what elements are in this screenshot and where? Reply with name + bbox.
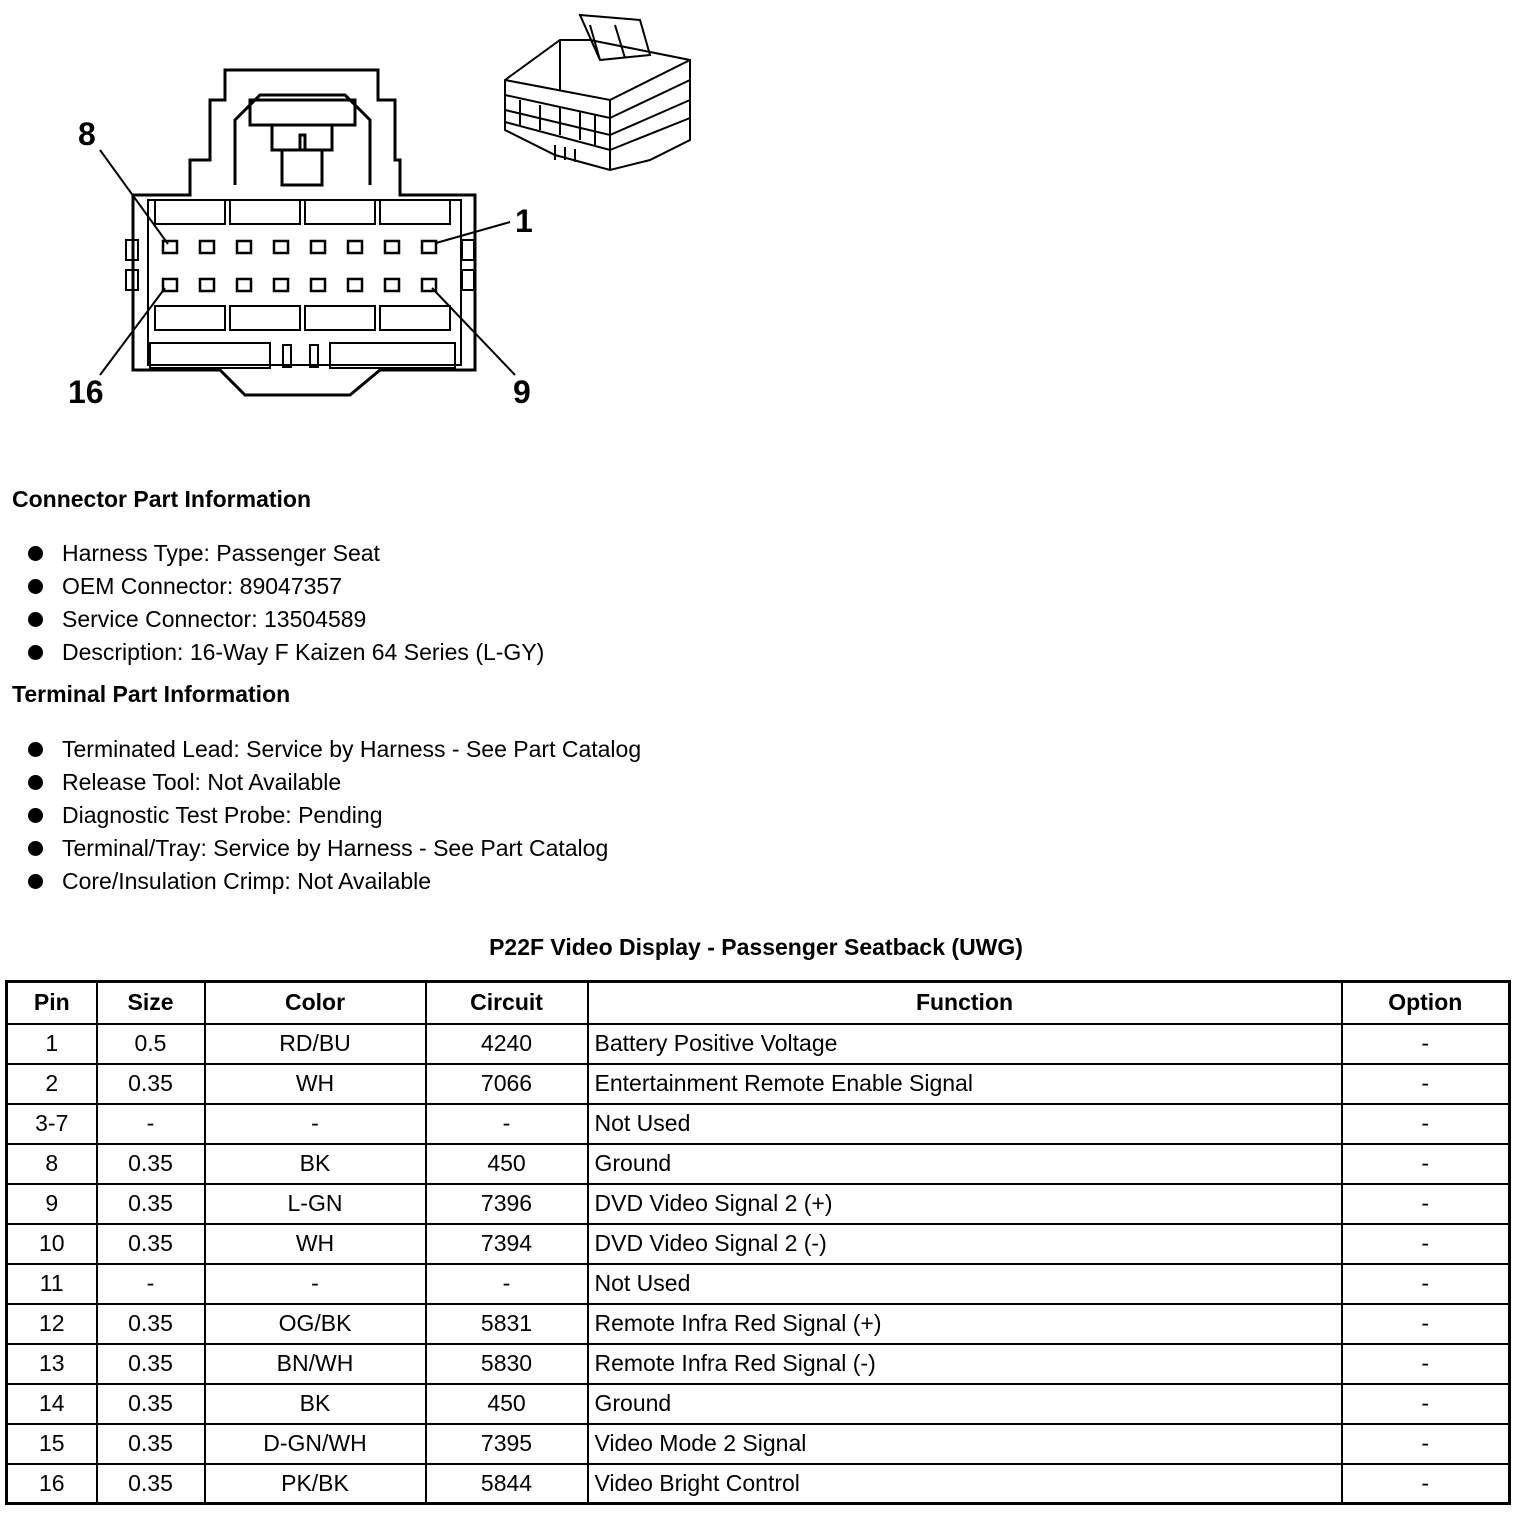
list-item: OEM Connector: 89047357 bbox=[28, 570, 544, 603]
cell-function: Ground bbox=[588, 1144, 1342, 1184]
cell-pin: 9 bbox=[7, 1184, 97, 1224]
cell-size: - bbox=[97, 1104, 205, 1144]
cell-size: 0.5 bbox=[97, 1024, 205, 1064]
table-row bbox=[7, 1224, 1510, 1264]
cell-pin: 16 bbox=[7, 1464, 97, 1504]
cell-function: Video Bright Control bbox=[588, 1464, 1342, 1504]
cell-size: 0.35 bbox=[97, 1464, 205, 1504]
cell-function: Entertainment Remote Enable Signal bbox=[588, 1064, 1342, 1104]
cell-color: RD/BU bbox=[205, 1024, 426, 1064]
cell-size: - bbox=[97, 1264, 205, 1304]
cell-circuit: - bbox=[426, 1264, 588, 1304]
table-row bbox=[7, 1264, 1510, 1304]
cell-size: 0.35 bbox=[97, 1064, 205, 1104]
cell-size: 0.35 bbox=[97, 1344, 205, 1384]
bullet-icon bbox=[28, 579, 43, 594]
cell-size: 0.35 bbox=[97, 1384, 205, 1424]
cell-pin: 14 bbox=[7, 1384, 97, 1424]
cell-size: 0.35 bbox=[97, 1304, 205, 1344]
cell-circuit: - bbox=[426, 1104, 588, 1144]
cell-circuit: 7394 bbox=[426, 1224, 588, 1264]
bullet-icon bbox=[28, 874, 43, 889]
cell-size: 0.35 bbox=[97, 1144, 205, 1184]
cell-circuit: 7066 bbox=[426, 1064, 588, 1104]
table-row bbox=[7, 1184, 1510, 1224]
pin-label-9: 9 bbox=[513, 374, 531, 410]
cell-function: Remote Infra Red Signal (-) bbox=[588, 1344, 1342, 1384]
table-row bbox=[7, 1464, 1510, 1504]
connector-info-list bbox=[28, 537, 544, 669]
bullet-icon bbox=[28, 612, 43, 627]
cell-color: BK bbox=[205, 1384, 426, 1424]
list-item: Terminated Lead: Service by Harness - See Part Catalog bbox=[28, 733, 641, 766]
bullet-icon bbox=[28, 808, 43, 823]
cell-function: Video Mode 2 Signal bbox=[588, 1424, 1342, 1464]
terminal-info-list bbox=[28, 733, 641, 898]
cell-option: - bbox=[1342, 1104, 1510, 1144]
cell-function: Ground bbox=[588, 1384, 1342, 1424]
list-item: Release Tool: Not Available bbox=[28, 766, 641, 799]
header-size: Size bbox=[97, 982, 205, 1024]
table-header-row bbox=[7, 982, 1510, 1024]
table-row bbox=[7, 1064, 1510, 1104]
cell-pin: 1 bbox=[7, 1024, 97, 1064]
table-row bbox=[7, 1104, 1510, 1144]
cell-size: 0.35 bbox=[97, 1424, 205, 1464]
connector-face-drawing bbox=[126, 70, 475, 395]
cell-option: - bbox=[1342, 1264, 1510, 1304]
table-row bbox=[7, 1384, 1510, 1424]
cell-color: BN/WH bbox=[205, 1344, 426, 1384]
table-row bbox=[7, 1344, 1510, 1384]
cell-option: - bbox=[1342, 1464, 1510, 1504]
bullet-icon bbox=[28, 645, 43, 660]
cell-option: - bbox=[1342, 1224, 1510, 1264]
cell-color: PK/BK bbox=[205, 1464, 426, 1504]
cell-circuit: 7396 bbox=[426, 1184, 588, 1224]
list-item: Harness Type: Passenger Seat bbox=[28, 537, 544, 570]
connector-section-title: Connector Part Information bbox=[12, 486, 312, 512]
cell-function: DVD Video Signal 2 (+) bbox=[588, 1184, 1342, 1224]
cell-size: 0.35 bbox=[97, 1224, 205, 1264]
cell-circuit: 5844 bbox=[426, 1464, 588, 1504]
terminal-section-title: Terminal Part Information bbox=[12, 681, 291, 707]
bullet-icon bbox=[28, 742, 43, 757]
header-pin: Pin bbox=[7, 982, 97, 1024]
cell-circuit: 450 bbox=[426, 1144, 588, 1184]
cell-color: WH bbox=[205, 1064, 426, 1104]
table-row bbox=[7, 1424, 1510, 1464]
cell-pin: 3-7 bbox=[7, 1104, 97, 1144]
pin-label-16: 16 bbox=[68, 374, 104, 410]
cell-pin: 2 bbox=[7, 1064, 97, 1104]
cell-option: - bbox=[1342, 1184, 1510, 1224]
cell-function: DVD Video Signal 2 (-) bbox=[588, 1224, 1342, 1264]
list-item: Service Connector: 13504589 bbox=[28, 603, 544, 636]
cell-option: - bbox=[1342, 1144, 1510, 1184]
cell-color: WH bbox=[205, 1224, 426, 1264]
header-color: Color bbox=[205, 982, 426, 1024]
bullet-icon bbox=[28, 841, 43, 856]
cell-option: - bbox=[1342, 1064, 1510, 1104]
connector-3d-illustration bbox=[505, 15, 690, 170]
cell-pin: 11 bbox=[7, 1264, 97, 1304]
list-item: Terminal/Tray: Service by Harness - See Part Catalog bbox=[28, 832, 641, 865]
cell-function: Remote Infra Red Signal (+) bbox=[588, 1304, 1342, 1344]
pin-label-1: 1 bbox=[515, 203, 533, 239]
cell-option: - bbox=[1342, 1424, 1510, 1464]
cell-color: OG/BK bbox=[205, 1304, 426, 1344]
cell-option: - bbox=[1342, 1024, 1510, 1064]
table-row bbox=[7, 1144, 1510, 1184]
cell-function: Battery Positive Voltage bbox=[588, 1024, 1342, 1064]
cavity-grid bbox=[163, 241, 436, 291]
pin-label-8: 8 bbox=[78, 116, 96, 152]
cell-pin: 15 bbox=[7, 1424, 97, 1464]
cell-color: D-GN/WH bbox=[205, 1424, 426, 1464]
pinout-table bbox=[5, 980, 1511, 1505]
table-title: P22F Video Display - Passenger Seatback (UWG) bbox=[489, 934, 1023, 960]
table-row bbox=[7, 1304, 1510, 1344]
cell-color: BK bbox=[205, 1144, 426, 1184]
cell-option: - bbox=[1342, 1344, 1510, 1384]
cell-color: - bbox=[205, 1104, 426, 1144]
connector-diagram bbox=[0, 0, 720, 440]
cell-size: 0.35 bbox=[97, 1184, 205, 1224]
list-item: Core/Insulation Crimp: Not Available bbox=[28, 865, 641, 898]
cell-pin: 10 bbox=[7, 1224, 97, 1264]
bullet-icon bbox=[28, 775, 43, 790]
header-option: Option bbox=[1342, 982, 1510, 1024]
list-item: Diagnostic Test Probe: Pending bbox=[28, 799, 641, 832]
cell-option: - bbox=[1342, 1384, 1510, 1424]
header-circuit: Circuit bbox=[426, 982, 588, 1024]
cell-function: Not Used bbox=[588, 1264, 1342, 1304]
cell-pin: 12 bbox=[7, 1304, 97, 1344]
cell-color: - bbox=[205, 1264, 426, 1304]
bullet-icon bbox=[28, 546, 43, 561]
cell-color: L-GN bbox=[205, 1184, 426, 1224]
cell-option: - bbox=[1342, 1304, 1510, 1344]
cell-circuit: 450 bbox=[426, 1384, 588, 1424]
cell-pin: 8 bbox=[7, 1144, 97, 1184]
cell-function: Not Used bbox=[588, 1104, 1342, 1144]
cell-pin: 13 bbox=[7, 1344, 97, 1384]
cell-circuit: 4240 bbox=[426, 1024, 588, 1064]
cell-circuit: 7395 bbox=[426, 1424, 588, 1464]
cell-circuit: 5831 bbox=[426, 1304, 588, 1344]
header-function: Function bbox=[588, 982, 1342, 1024]
table-row bbox=[7, 1024, 1510, 1064]
cell-circuit: 5830 bbox=[426, 1344, 588, 1384]
list-item: Description: 16-Way F Kaizen 64 Series (L-GY) bbox=[28, 636, 544, 669]
